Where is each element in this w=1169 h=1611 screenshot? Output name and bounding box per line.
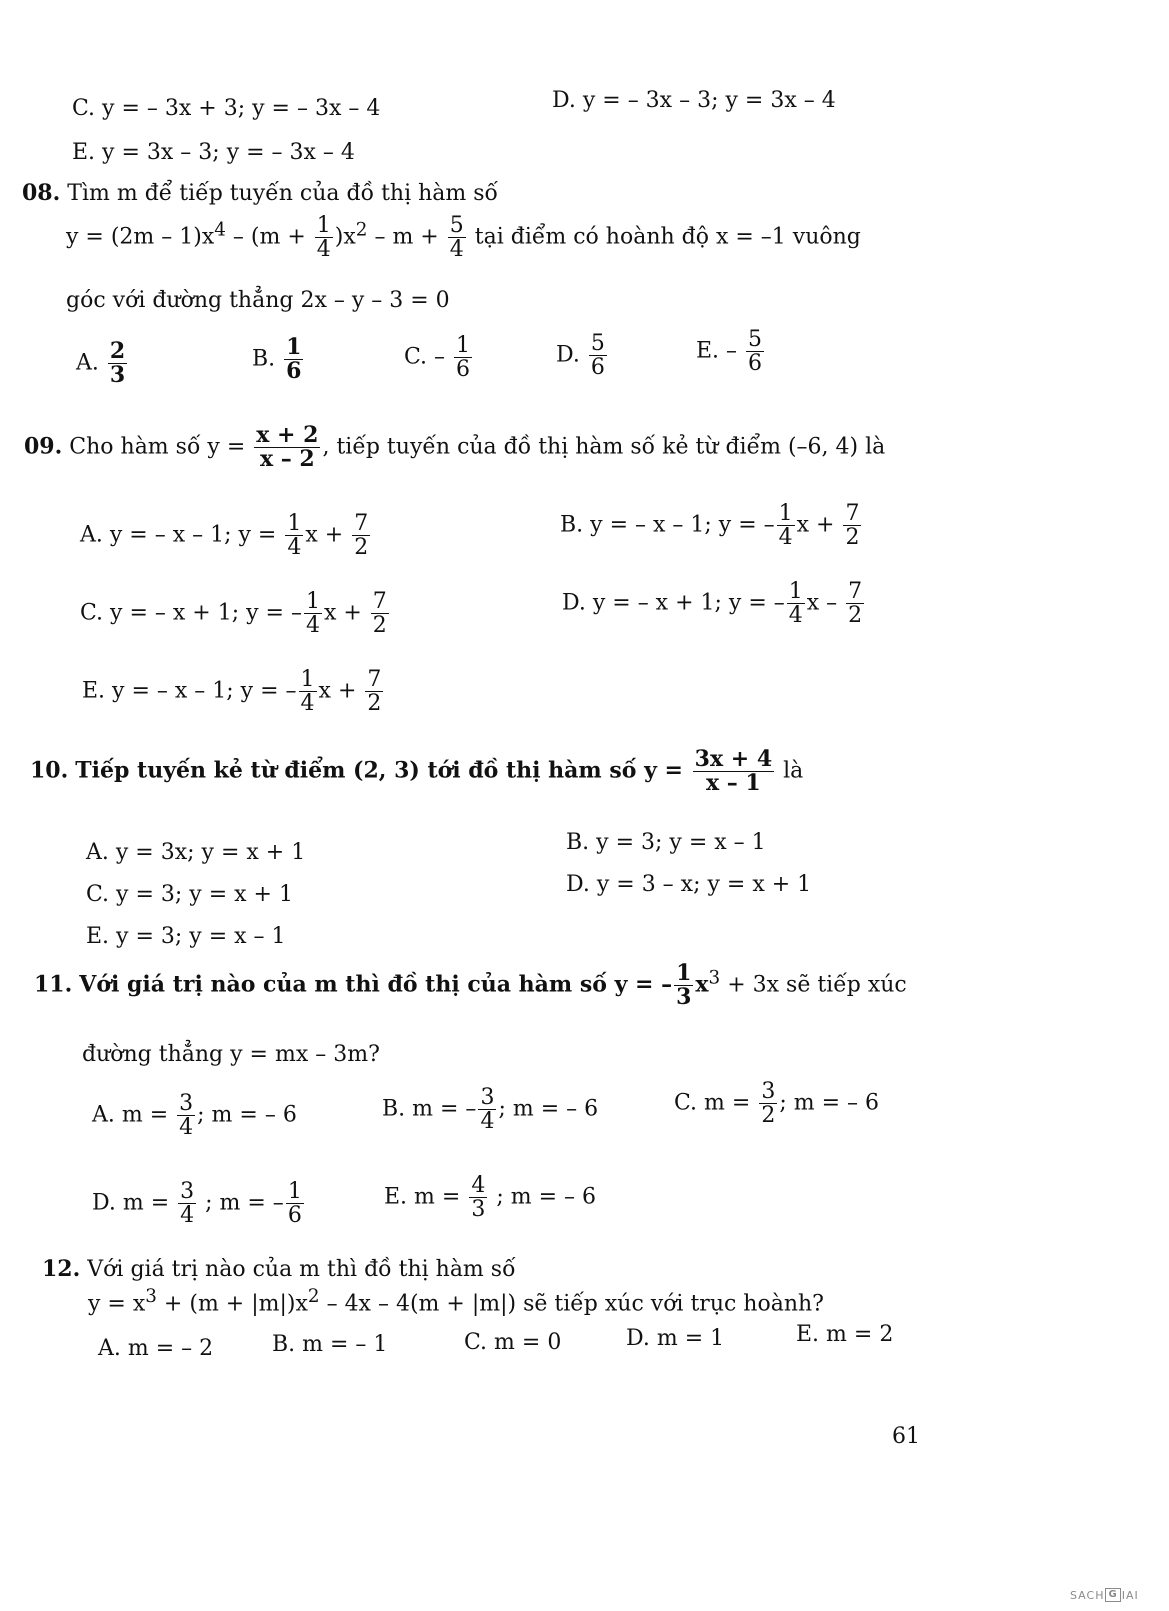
q11-stem bbox=[34, 962, 907, 1009]
option-text: B. m = – bbox=[382, 1096, 477, 1122]
q08-exp: 4 bbox=[214, 219, 226, 241]
frac-num: 3x + 4 bbox=[694, 746, 773, 772]
q12-exp: 3 bbox=[145, 1286, 157, 1307]
q08-fraction bbox=[448, 214, 466, 261]
option-text: ; m = – 6 bbox=[498, 1096, 599, 1122]
option-label: D. bbox=[556, 342, 580, 368]
frac-num: 7 bbox=[848, 579, 863, 604]
frac-num: 3 bbox=[180, 1179, 195, 1204]
q12-exp: 2 bbox=[307, 1286, 320, 1307]
q08-option-b bbox=[252, 336, 305, 383]
q12-option-b: B. m = – 1 bbox=[272, 1332, 388, 1357]
frac-num: 1 bbox=[788, 579, 803, 604]
q08-eq-part: – m + bbox=[367, 224, 446, 250]
frac-den: 6 bbox=[590, 355, 605, 381]
q10-text: là bbox=[776, 758, 804, 784]
option-text: ; m = – 6 bbox=[489, 1184, 596, 1210]
option-text: A. m = bbox=[92, 1102, 176, 1128]
option-text: C. y = – x + 1; y = – bbox=[80, 600, 302, 626]
option-text: ; m = – 6 bbox=[197, 1102, 297, 1128]
frac-den: 6 bbox=[748, 351, 763, 377]
frac-den: 2 bbox=[761, 1103, 776, 1129]
option-text: x + bbox=[796, 512, 842, 538]
frac-num: 7 bbox=[367, 667, 382, 692]
frac-den: 4 bbox=[180, 1203, 195, 1229]
option-text: x + bbox=[318, 678, 364, 704]
q12-option-e: E. m = 2 bbox=[796, 1322, 894, 1347]
q11-option-e bbox=[384, 1174, 596, 1221]
frac-num: x + 2 bbox=[256, 422, 319, 448]
q09-option-e bbox=[82, 668, 385, 715]
q11-option-c bbox=[674, 1080, 879, 1127]
frac-num: 4 bbox=[471, 1173, 486, 1198]
frac-num: 2 bbox=[109, 338, 126, 364]
q08-option-c bbox=[404, 334, 474, 381]
q11-option-a bbox=[92, 1092, 297, 1139]
option-label: C. – bbox=[404, 344, 446, 370]
option-text: x – bbox=[806, 590, 845, 616]
frac-den: 4 bbox=[179, 1115, 194, 1141]
watermark-box: G bbox=[1105, 1588, 1120, 1602]
q10-option-e: E. y = 3; y = x – 1 bbox=[86, 924, 286, 949]
q12-eq-part: + (m + |m|)x bbox=[156, 1291, 308, 1317]
frac-den: 3 bbox=[109, 362, 126, 389]
option-text: ; m = – 6 bbox=[779, 1090, 880, 1116]
frac-num: 3 bbox=[761, 1079, 776, 1104]
q07-option-d: D. y = – 3x – 3; y = 3x – 4 bbox=[552, 88, 836, 113]
q10-option-c: C. y = 3; y = x + 1 bbox=[86, 882, 293, 907]
q10-number: 10. bbox=[30, 757, 69, 784]
q11-option-b bbox=[382, 1086, 598, 1133]
frac-num: 7 bbox=[354, 511, 369, 536]
frac-den: 4 bbox=[316, 237, 331, 263]
frac-den: 4 bbox=[300, 691, 315, 717]
frac-den: 6 bbox=[456, 357, 471, 383]
q09-text: Cho hàm số y = bbox=[69, 434, 253, 460]
frac-num: 1 bbox=[286, 334, 302, 360]
option-text: E. y = – x – 1; y = – bbox=[82, 678, 297, 704]
option-label: A. bbox=[76, 350, 99, 376]
frac-num: 1 bbox=[316, 213, 331, 238]
frac-num: 5 bbox=[590, 331, 605, 356]
frac-num: 1 bbox=[676, 960, 692, 986]
q09-option-d bbox=[562, 580, 866, 627]
q10-stem bbox=[30, 748, 803, 795]
frac-num: 1 bbox=[300, 667, 315, 692]
q09-text: , tiếp tuyến của đồ thị hàm số kẻ từ điểm (–6, 4) là bbox=[322, 434, 886, 460]
watermark-text: IAI bbox=[1121, 1588, 1139, 1602]
frac-den: 4 bbox=[449, 237, 464, 263]
frac-den: 6 bbox=[286, 358, 302, 385]
q08-equation bbox=[66, 214, 861, 261]
q08-number: 08. bbox=[22, 180, 61, 206]
q08-option-e bbox=[696, 328, 766, 375]
q12-number: 12. bbox=[42, 1256, 81, 1282]
q12-eq-part: – 4x – 4(m + |m|) sẽ tiếp xúc với trục hoành? bbox=[319, 1291, 824, 1317]
q09-number: 09. bbox=[24, 433, 63, 460]
frac-num: 5 bbox=[449, 213, 464, 238]
q09-stem bbox=[24, 424, 885, 471]
option-text: x + bbox=[323, 600, 369, 626]
q11-text: + 3x sẽ tiếp xúc bbox=[720, 972, 907, 998]
q07-option-e: E. y = 3x – 3; y = – 3x – 4 bbox=[72, 140, 355, 165]
frac-den: 2 bbox=[367, 691, 382, 717]
page-number: 61 bbox=[892, 1424, 920, 1449]
frac-num: 1 bbox=[456, 333, 471, 358]
option-text: D. y = – x + 1; y = – bbox=[562, 590, 785, 616]
option-text: ; m = – bbox=[198, 1190, 284, 1216]
frac-num: 3 bbox=[179, 1091, 194, 1116]
q11-line2: đường thẳng y = mx – 3m? bbox=[82, 1042, 380, 1067]
frac-num: 3 bbox=[480, 1085, 495, 1110]
q12-option-d: D. m = 1 bbox=[626, 1326, 725, 1351]
q12-equation bbox=[88, 1286, 824, 1316]
watermark-text: SACH bbox=[1070, 1588, 1105, 1602]
option-text: E. m = bbox=[384, 1184, 468, 1210]
q12-stem bbox=[42, 1256, 516, 1282]
q12-eq-part: y = x bbox=[88, 1291, 146, 1317]
q12-option-c: C. m = 0 bbox=[464, 1330, 562, 1355]
q09-option-b bbox=[560, 502, 863, 549]
frac-num: 1 bbox=[778, 501, 793, 526]
option-text: C. m = bbox=[674, 1090, 758, 1116]
q10-option-a: A. y = 3x; y = x + 1 bbox=[86, 840, 306, 865]
frac-den: x – 2 bbox=[259, 446, 315, 473]
q08-eq-part: )x bbox=[334, 224, 356, 250]
q08-stem bbox=[22, 180, 498, 206]
q09-option-a bbox=[80, 512, 372, 559]
frac-num: 1 bbox=[305, 589, 320, 614]
q08-line1: Tìm m để tiếp tuyến của đồ thị hàm số bbox=[67, 181, 498, 206]
q11-text: Với giá trị nào của m thì đồ thị của hàm số y = – bbox=[79, 971, 673, 998]
option-label: B. bbox=[252, 346, 276, 372]
q11-text: x bbox=[695, 971, 709, 998]
q08-eq-part: y = (2m – 1)x bbox=[66, 224, 215, 250]
frac-den: x – 1 bbox=[706, 770, 761, 797]
q07-option-c: C. y = – 3x + 3; y = – 3x – 4 bbox=[72, 96, 381, 121]
frac-num: 7 bbox=[845, 501, 860, 526]
q12-line1: Với giá trị nào của m thì đồ thị hàm số bbox=[87, 1257, 516, 1282]
option-text: B. y = – x – 1; y = – bbox=[560, 512, 775, 538]
q08-line3: góc với đường thẳng 2x – y – 3 = 0 bbox=[66, 288, 450, 313]
frac-den: 3 bbox=[676, 984, 692, 1011]
option-text: A. y = – x – 1; y = bbox=[80, 522, 284, 548]
option-text: D. m = bbox=[92, 1190, 177, 1216]
watermark-logo bbox=[1070, 1588, 1139, 1602]
q09-option-c bbox=[80, 590, 391, 637]
q08-exp: 2 bbox=[355, 219, 368, 241]
option-text: x + bbox=[305, 522, 351, 548]
q10-option-b: B. y = 3; y = x – 1 bbox=[566, 830, 766, 855]
frac-num: 7 bbox=[372, 589, 387, 614]
frac-den: 4 bbox=[305, 613, 320, 639]
q11-number: 11. bbox=[34, 971, 73, 998]
frac-den: 2 bbox=[848, 603, 863, 629]
q08-option-d bbox=[556, 332, 609, 379]
frac-den: 4 bbox=[788, 603, 803, 629]
q10-text: Tiếp tuyến kẻ từ điểm (2, 3) tới đồ thị hàm số y = bbox=[75, 757, 691, 784]
q11-exp: 3 bbox=[708, 967, 721, 989]
frac-den: 3 bbox=[471, 1197, 486, 1223]
frac-den: 4 bbox=[778, 525, 793, 551]
frac-den: 2 bbox=[372, 613, 387, 639]
q11-option-d bbox=[92, 1180, 306, 1227]
frac-den: 2 bbox=[845, 525, 860, 551]
q08-eq-part: tại điểm có hoành độ x = –1 vuông bbox=[467, 224, 861, 250]
frac-den: 4 bbox=[287, 535, 302, 561]
frac-den: 6 bbox=[287, 1203, 302, 1229]
frac-den: 2 bbox=[354, 535, 369, 561]
frac-num: 5 bbox=[748, 327, 763, 352]
frac-num: 1 bbox=[287, 511, 302, 536]
frac-num: 1 bbox=[287, 1179, 302, 1204]
q08-eq-part: – (m + bbox=[225, 224, 313, 250]
frac-den: 4 bbox=[480, 1109, 495, 1135]
q08-fraction bbox=[315, 214, 333, 261]
q08-option-a bbox=[76, 340, 129, 387]
q12-option-a: A. m = – 2 bbox=[98, 1336, 214, 1361]
option-label: E. – bbox=[696, 338, 738, 364]
q10-option-d: D. y = 3 – x; y = x + 1 bbox=[566, 872, 812, 897]
